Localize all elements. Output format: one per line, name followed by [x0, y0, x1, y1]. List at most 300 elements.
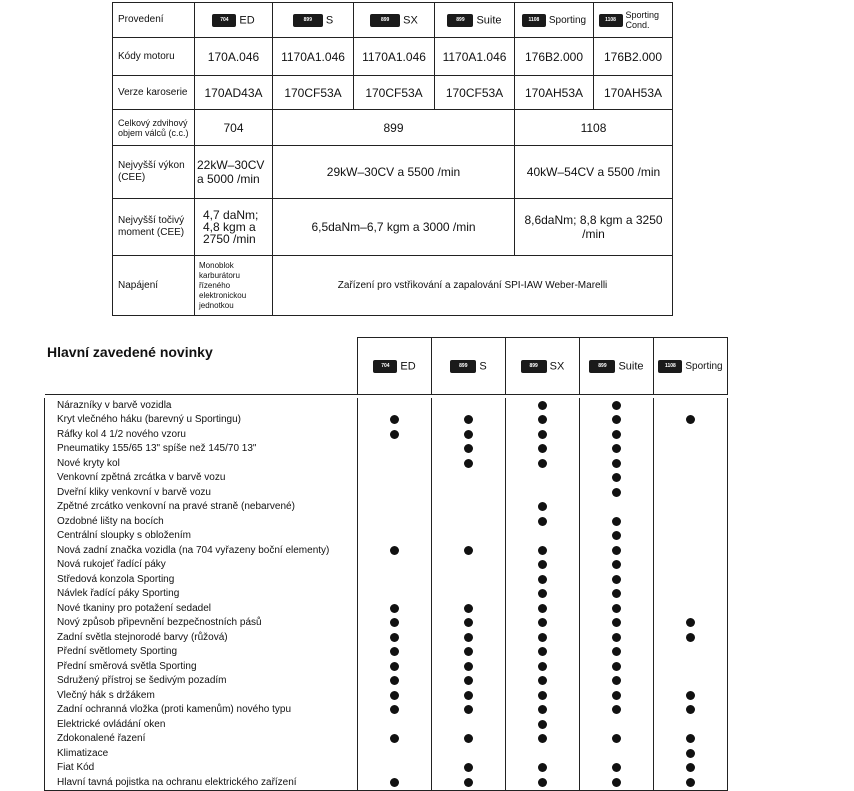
supply-value: Zařízení pro vstřikování a zapalování SPI-IAW Weber-Marelli	[273, 256, 673, 316]
bullet-dot-icon	[390, 633, 399, 642]
bullet-dot-icon	[464, 618, 473, 627]
feature-cell	[358, 500, 432, 515]
feature-row	[45, 572, 728, 587]
feature-cell	[506, 456, 580, 471]
feature-cell	[580, 485, 654, 500]
bullet-dot-icon	[390, 647, 399, 656]
feature-cell	[654, 717, 728, 732]
version-name: S	[325, 13, 334, 26]
feature-label: Přední směrová světla Sporting	[45, 659, 358, 674]
feature-cell	[432, 645, 506, 660]
feature-cell	[432, 761, 506, 776]
feature-cell	[358, 529, 432, 544]
bullet-dot-icon	[538, 691, 547, 700]
feature-cell	[432, 688, 506, 703]
version-name: Suite	[476, 13, 502, 26]
feature-cell	[358, 674, 432, 689]
bullet-dot-icon	[390, 430, 399, 439]
engine-badge-icon: 899	[589, 360, 615, 373]
bullet-dot-icon	[464, 647, 473, 656]
feature-cell	[432, 514, 506, 529]
bullet-dot-icon	[538, 517, 547, 526]
bullet-dot-icon	[612, 618, 621, 627]
bullet-dot-icon	[612, 560, 621, 569]
feature-cell	[506, 529, 580, 544]
novelties-title: Hlavní zavedené novinky	[47, 344, 213, 360]
feature-row	[45, 558, 728, 573]
bullet-dot-icon	[464, 691, 473, 700]
feature-label: Nová rukojeť řadící páky	[45, 558, 358, 573]
bullet-dot-icon	[538, 604, 547, 613]
bullet-dot-icon	[538, 720, 547, 729]
bullet-dot-icon	[390, 662, 399, 671]
bullet-dot-icon	[464, 459, 473, 468]
feature-cell	[654, 471, 728, 486]
version-name: Sporting	[548, 14, 587, 26]
bullet-dot-icon	[464, 633, 473, 642]
feature-cell	[358, 616, 432, 631]
feature-label: Fiat Kód	[45, 761, 358, 776]
feature-cell	[654, 746, 728, 761]
feature-cell	[358, 543, 432, 558]
version-name: Sporting Cond.	[625, 10, 660, 30]
bullet-dot-icon	[612, 575, 621, 584]
bullet-dot-icon	[390, 778, 399, 787]
feature-cell	[432, 659, 506, 674]
feature-cell	[432, 732, 506, 747]
feature-cell	[580, 587, 654, 602]
feature-cell	[580, 471, 654, 486]
bullet-dot-icon	[686, 763, 695, 772]
bullet-dot-icon	[464, 734, 473, 743]
feature-rows	[45, 398, 728, 790]
bullet-dot-icon	[464, 705, 473, 714]
bullet-dot-icon	[612, 662, 621, 671]
column-s	[432, 338, 506, 395]
version-sporting-cond	[594, 3, 673, 38]
feature-row	[45, 616, 728, 631]
engine-code: 176B2.000	[594, 38, 673, 76]
body-code: 170CF53A	[273, 76, 354, 110]
feature-cell	[580, 674, 654, 689]
engine-badge-icon: 1108	[522, 14, 546, 27]
bullet-dot-icon	[612, 734, 621, 743]
power-value: 40kW–54CV a 5500 /min	[515, 146, 673, 199]
bullet-dot-icon	[464, 415, 473, 424]
bullet-dot-icon	[612, 459, 621, 468]
feature-cell	[654, 761, 728, 776]
version-sporting	[515, 3, 594, 38]
feature-label: Ozdobné lišty na bocích	[45, 514, 358, 529]
feature-label: Venkovní zpětná zrcátka v barvě vozu	[45, 471, 358, 486]
feature-row	[45, 645, 728, 660]
feature-cell	[580, 761, 654, 776]
feature-cell	[654, 398, 728, 413]
column-name: ED	[400, 359, 416, 372]
feature-label: Nárazníky v barvě vozidla	[45, 398, 358, 413]
feature-cell	[580, 746, 654, 761]
column-name: Suite	[618, 359, 644, 372]
feature-cell	[654, 659, 728, 674]
feature-label: Dveřní kliky venkovní v barvě vozu	[45, 485, 358, 500]
feature-row	[45, 703, 728, 718]
feature-cell	[358, 398, 432, 413]
feature-row	[45, 761, 728, 776]
feature-cell	[654, 775, 728, 790]
bullet-dot-icon	[612, 430, 621, 439]
engine-code: 176B2.000	[515, 38, 594, 76]
feature-label: Zadní ochranná vložka (proti kamenům) nového typu	[45, 703, 358, 718]
feature-cell	[654, 514, 728, 529]
feature-cell	[432, 543, 506, 558]
feature-cell	[432, 427, 506, 442]
bullet-dot-icon	[464, 604, 473, 613]
feature-cell	[358, 442, 432, 457]
column-name: S	[479, 359, 487, 372]
engine-badge-icon: 899	[370, 14, 400, 27]
bullet-dot-icon	[538, 647, 547, 656]
feature-row	[45, 688, 728, 703]
bullet-dot-icon	[686, 734, 695, 743]
feature-cell	[654, 688, 728, 703]
feature-cell	[432, 703, 506, 718]
feature-cell	[654, 703, 728, 718]
feature-cell	[358, 746, 432, 761]
feature-cell	[654, 442, 728, 457]
bullet-dot-icon	[464, 778, 473, 787]
feature-cell	[358, 485, 432, 500]
body-label: Verze karoserie	[113, 76, 195, 110]
feature-cell	[358, 601, 432, 616]
feature-row	[45, 630, 728, 645]
column-suite	[580, 338, 654, 395]
bullet-dot-icon	[686, 705, 695, 714]
feature-cell	[432, 616, 506, 631]
engine-badge-icon: 704	[373, 360, 397, 373]
bullet-dot-icon	[538, 546, 547, 555]
version-suite	[435, 3, 515, 38]
power-value: 29kW–30CV a 5500 /min	[273, 146, 515, 199]
feature-cell	[506, 746, 580, 761]
bullet-dot-icon	[686, 618, 695, 627]
feature-cell	[654, 630, 728, 645]
bullet-dot-icon	[612, 676, 621, 685]
displacement-value: 1108	[515, 110, 673, 146]
column-name: Sporting	[685, 360, 723, 372]
bullet-dot-icon	[612, 589, 621, 598]
bullet-dot-icon	[390, 705, 399, 714]
engine-badge-icon: 1108	[599, 14, 623, 27]
bullet-dot-icon	[686, 749, 695, 758]
bullet-dot-icon	[612, 778, 621, 787]
feature-cell	[654, 572, 728, 587]
feature-cell	[432, 485, 506, 500]
feature-row	[45, 674, 728, 689]
feature-cell	[358, 645, 432, 660]
feature-label: Kryt vlečného háku (barevný u Sportingu)	[45, 413, 358, 428]
feature-cell	[358, 775, 432, 790]
feature-label: Přední světlomety Sporting	[45, 645, 358, 660]
feature-cell	[358, 413, 432, 428]
feature-cell	[432, 775, 506, 790]
feature-label: Vlečný hák s držákem	[45, 688, 358, 703]
feature-row	[45, 427, 728, 442]
feature-row	[45, 442, 728, 457]
bullet-dot-icon	[464, 546, 473, 555]
feature-cell	[432, 456, 506, 471]
bullet-dot-icon	[538, 589, 547, 598]
engine-badge-icon: 899	[450, 360, 476, 373]
feature-cell	[580, 630, 654, 645]
feature-cell	[358, 732, 432, 747]
bullet-dot-icon	[390, 415, 399, 424]
feature-cell	[358, 558, 432, 573]
body-code: 170AD43A	[195, 76, 273, 110]
feature-cell	[506, 500, 580, 515]
feature-cell	[580, 427, 654, 442]
feature-cell	[432, 601, 506, 616]
feature-cell	[358, 717, 432, 732]
bullet-dot-icon	[686, 415, 695, 424]
feature-label: Zadní světla stejnorodé barvy (růžová)	[45, 630, 358, 645]
bullet-dot-icon	[390, 691, 399, 700]
feature-cell	[358, 587, 432, 602]
feature-cell	[358, 572, 432, 587]
feature-cell	[654, 558, 728, 573]
feature-cell	[506, 616, 580, 631]
engine-code: 170A.046	[195, 38, 273, 76]
feature-label: Centrální sloupky s obložením	[45, 529, 358, 544]
bullet-dot-icon	[464, 430, 473, 439]
feature-cell	[506, 471, 580, 486]
feature-cell	[580, 775, 654, 790]
bullet-dot-icon	[538, 676, 547, 685]
feature-label: Sdružený přístroj se šedivým pozadím	[45, 674, 358, 689]
feature-cell	[580, 688, 654, 703]
feature-cell	[580, 413, 654, 428]
feature-cell	[506, 413, 580, 428]
bullet-dot-icon	[612, 531, 621, 540]
engine-code: 1170A1.046	[273, 38, 354, 76]
version-s	[273, 3, 354, 38]
feature-cell	[654, 529, 728, 544]
feature-cell	[654, 485, 728, 500]
body-code: 170AH53A	[515, 76, 594, 110]
displacement-value: 704	[195, 110, 273, 146]
feature-label: Hlavní tavná pojistka na ochranu elektrického zařízení	[45, 775, 358, 790]
feature-cell	[506, 572, 580, 587]
bullet-dot-icon	[612, 763, 621, 772]
feature-cell	[506, 543, 580, 558]
bullet-dot-icon	[538, 633, 547, 642]
novelties-table	[44, 337, 728, 791]
bullet-dot-icon	[612, 488, 621, 497]
feature-row	[45, 471, 728, 486]
bullet-dot-icon	[612, 647, 621, 656]
feature-label: Nové kryty kol	[45, 456, 358, 471]
feature-cell	[432, 558, 506, 573]
bullet-dot-icon	[390, 618, 399, 627]
feature-label: Ráfky kol 4 1/2 nového vzoru	[45, 427, 358, 442]
feature-cell	[506, 645, 580, 660]
feature-row	[45, 587, 728, 602]
torque-value: 4,7 daNm; 4,8 kgm a 2750 /min	[195, 199, 273, 256]
power-label: Nejvyšší výkon (CEE)	[113, 146, 195, 199]
bullet-dot-icon	[686, 778, 695, 787]
feature-label: Klimatizace	[45, 746, 358, 761]
feature-row	[45, 659, 728, 674]
feature-cell	[654, 500, 728, 515]
feature-row	[45, 746, 728, 761]
feature-cell	[506, 442, 580, 457]
feature-cell	[432, 413, 506, 428]
feature-row	[45, 485, 728, 500]
feature-label: Elektrické ovládání oken	[45, 717, 358, 732]
bullet-dot-icon	[612, 546, 621, 555]
bullet-dot-icon	[538, 459, 547, 468]
bullet-dot-icon	[538, 430, 547, 439]
bullet-dot-icon	[612, 633, 621, 642]
feature-label: Středová konzola Sporting	[45, 572, 358, 587]
version-ed	[195, 3, 273, 38]
feature-cell	[358, 630, 432, 645]
feature-cell	[358, 659, 432, 674]
feature-cell	[506, 717, 580, 732]
feature-cell	[506, 761, 580, 776]
feature-cell	[506, 514, 580, 529]
feature-cell	[654, 601, 728, 616]
feature-cell	[432, 746, 506, 761]
feature-cell	[580, 543, 654, 558]
power-value: 22kW–30CV a 5000 /min	[195, 146, 273, 199]
feature-cell	[432, 471, 506, 486]
feature-cell	[432, 717, 506, 732]
feature-cell	[358, 514, 432, 529]
body-code: 170CF53A	[435, 76, 515, 110]
supply-label: Napájení	[113, 256, 195, 316]
bullet-dot-icon	[538, 734, 547, 743]
feature-row	[45, 775, 728, 790]
feature-row	[45, 732, 728, 747]
feature-cell	[654, 543, 728, 558]
engine-codes-label: Kódy motoru	[113, 38, 195, 76]
feature-cell	[506, 775, 580, 790]
feature-cell	[654, 645, 728, 660]
bullet-dot-icon	[538, 763, 547, 772]
feature-cell	[580, 732, 654, 747]
feature-cell	[506, 732, 580, 747]
engine-badge-icon: 899	[521, 360, 547, 373]
feature-cell	[580, 717, 654, 732]
feature-label: Návlek řadící páky Sporting	[45, 587, 358, 602]
bullet-dot-icon	[612, 444, 621, 453]
bullet-dot-icon	[538, 778, 547, 787]
engine-badge-icon: 899	[293, 14, 323, 27]
feature-cell	[358, 427, 432, 442]
bullet-dot-icon	[538, 415, 547, 424]
displacement-label: Celkový zdvihový objem válců (c.c.)	[113, 110, 195, 146]
feature-row	[45, 601, 728, 616]
feature-row	[45, 514, 728, 529]
feature-label: Nové tkaniny pro potažení sedadel	[45, 601, 358, 616]
feature-cell	[506, 485, 580, 500]
torque-value: 8,6daNm; 8,8 kgm a 3250 /min	[515, 199, 673, 256]
feature-cell	[654, 427, 728, 442]
column-ed	[358, 338, 432, 395]
bullet-dot-icon	[686, 691, 695, 700]
feature-cell	[358, 703, 432, 718]
bullet-dot-icon	[390, 546, 399, 555]
bullet-dot-icon	[538, 618, 547, 627]
bullet-dot-icon	[538, 705, 547, 714]
feature-row	[45, 529, 728, 544]
bullet-dot-icon	[612, 691, 621, 700]
feature-cell	[506, 703, 580, 718]
feature-cell	[432, 529, 506, 544]
feature-cell	[580, 456, 654, 471]
feature-cell	[432, 674, 506, 689]
bullet-dot-icon	[390, 604, 399, 613]
bullet-dot-icon	[612, 401, 621, 410]
spec-table	[112, 2, 673, 316]
bullet-dot-icon	[464, 763, 473, 772]
feature-cell	[358, 688, 432, 703]
feature-cell	[654, 674, 728, 689]
body-code: 170AH53A	[594, 76, 673, 110]
feature-cell	[580, 645, 654, 660]
feature-cell	[506, 630, 580, 645]
column-sporting	[654, 338, 728, 395]
bullet-dot-icon	[538, 560, 547, 569]
version-name: ED	[239, 13, 255, 26]
engine-code: 1170A1.046	[354, 38, 435, 76]
bullet-dot-icon	[612, 604, 621, 613]
feature-row	[45, 456, 728, 471]
bullet-dot-icon	[390, 676, 399, 685]
engine-badge-icon: 899	[447, 14, 473, 27]
bullet-dot-icon	[538, 502, 547, 511]
bullet-dot-icon	[538, 401, 547, 410]
feature-cell	[506, 674, 580, 689]
torque-label: Nejvyšší točivý moment (CEE)	[113, 199, 195, 256]
version-sx	[354, 3, 435, 38]
feature-cell	[432, 398, 506, 413]
feature-cell	[654, 732, 728, 747]
engine-badge-icon: 704	[212, 14, 236, 27]
feature-cell	[654, 616, 728, 631]
torque-value: 6,5daNm–6,7 kgm a 3000 /min	[273, 199, 515, 256]
feature-row	[45, 500, 728, 515]
feature-row	[45, 717, 728, 732]
feature-cell	[506, 427, 580, 442]
feature-cell	[580, 703, 654, 718]
feature-cell	[358, 471, 432, 486]
feature-label: Nová zadní značka vozidla (na 704 vyřazeny boční elementy)	[45, 543, 358, 558]
feature-cell	[580, 558, 654, 573]
feature-cell	[580, 442, 654, 457]
feature-row	[45, 398, 728, 413]
feature-label: Zpětné zrcátko venkovní na pravé straně (nebarvené)	[45, 500, 358, 515]
bullet-dot-icon	[612, 415, 621, 424]
feature-cell	[580, 601, 654, 616]
feature-cell	[358, 456, 432, 471]
feature-cell	[506, 587, 580, 602]
feature-cell	[432, 442, 506, 457]
bullet-dot-icon	[686, 633, 695, 642]
engine-code: 1170A1.046	[435, 38, 515, 76]
feature-cell	[654, 413, 728, 428]
bullet-dot-icon	[538, 575, 547, 584]
